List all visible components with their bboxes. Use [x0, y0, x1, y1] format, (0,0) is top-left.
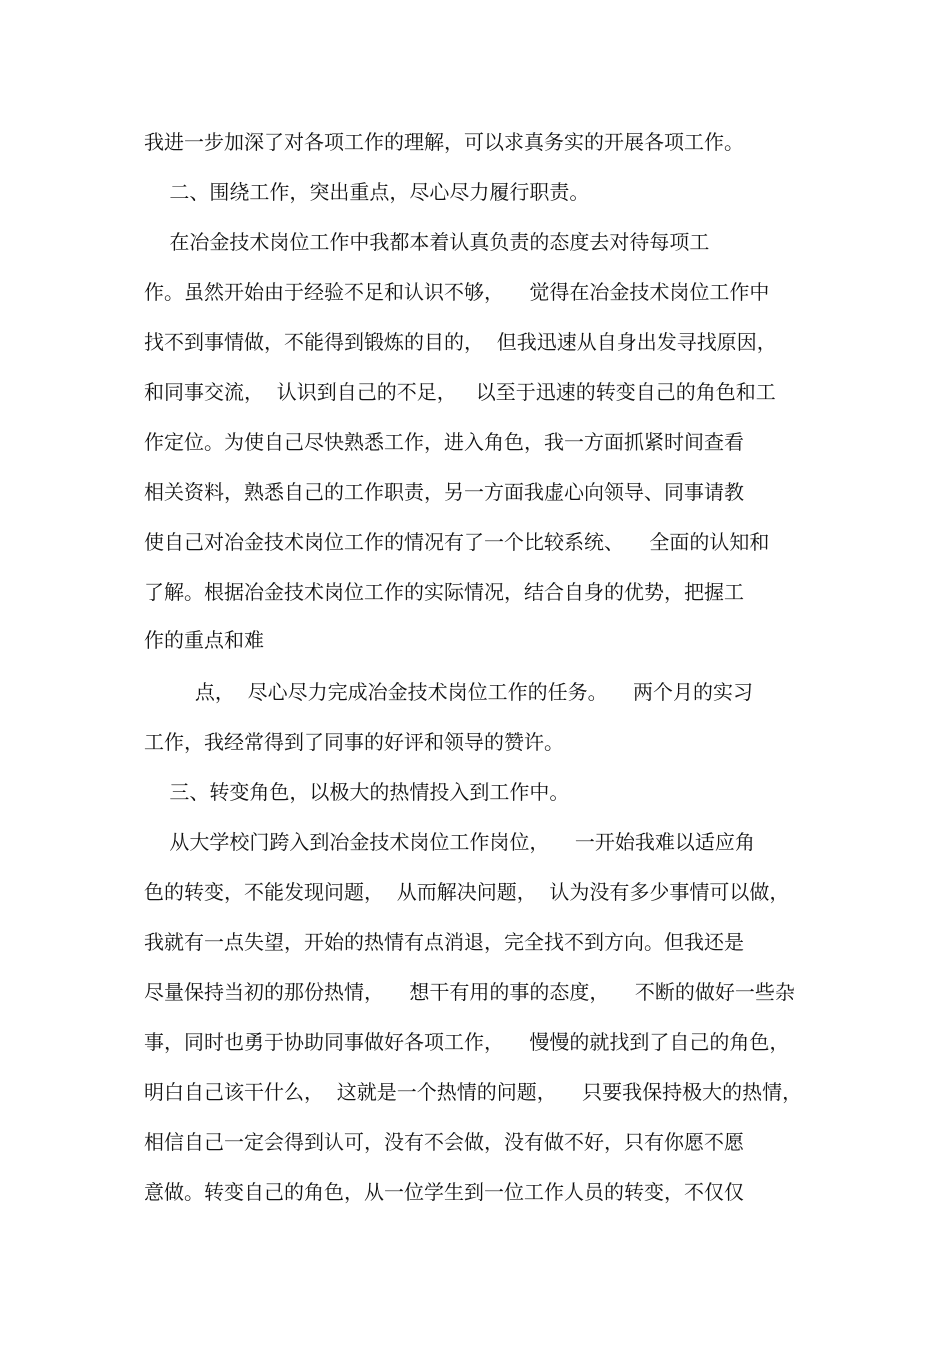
- text-line: 作。虽然开始由于经验不足和认识不够， 觉得在冶金技术岗位工作中: [144, 280, 770, 304]
- text-line: 事，同时也勇于协助同事做好各项工作， 慢慢的就找到了自己的角色，: [144, 1030, 790, 1054]
- text-line: 找不到事情做，不能得到锻炼的目的， 但我迅速从自身出发寻找原因，: [144, 330, 777, 354]
- text-line: 明白自己该干什么， 这就是一个热情的问题， 只要我保持极大的热情，: [144, 1080, 803, 1104]
- text-line: 了解。根据冶金技术岗位工作的实际情况，结合自身的优势，把握工: [144, 580, 744, 604]
- text-line: 作的重点和难: [144, 628, 264, 652]
- text-line: 在冶金技术岗位工作中我都本着认真负责的态度去对待每项工: [144, 230, 710, 254]
- text-line: 点， 尽心尽力完成冶金技术岗位工作的任务。 两个月的实习: [144, 680, 754, 704]
- section-heading: 二、围绕工作，突出重点，尽心尽力履行职责。: [144, 180, 590, 204]
- section-heading: 三、转变角色，以极大的热情投入到工作中。: [144, 780, 570, 804]
- text-line: 和同事交流， 认识到自己的不足， 以至于迅速的转变自己的角色和工: [144, 380, 776, 404]
- text-line: 从大学校门跨入到冶金技术岗位工作岗位， 一开始我难以适应角: [144, 830, 755, 854]
- text-line: 意做。转变自己的角色，从一位学生到一位工作人员的转变，不仅仅: [144, 1180, 744, 1204]
- text-line: 我进一步加深了对各项工作的理解，可以求真务实的开展各项工作。: [144, 130, 744, 154]
- text-line: 使自己对冶金技术岗位工作的情况有了一个比较系统、 全面的认知和: [144, 530, 770, 554]
- text-line: 作定位。为使自己尽快熟悉工作，进入角色，我一方面抓紧时间查看: [144, 430, 744, 454]
- text-line: 我就有一点失望，开始的热情有点消退，完全找不到方向。但我还是: [144, 930, 744, 954]
- text-line: 相信自己一定会得到认可，没有不会做，没有做不好，只有你愿不愿: [144, 1130, 744, 1154]
- text-line: 色的转变，不能发现问题， 从而解决问题， 认为没有多少事情可以做，: [144, 880, 790, 904]
- text-line: 相关资料，熟悉自己的工作职责，另一方面我虚心向领导、同事请教: [144, 480, 744, 504]
- text-line: 尽量保持当初的那份热情， 想干有用的事的态度， 不断的做好一些杂: [144, 980, 795, 1004]
- text-line: 工作，我经常得到了同事的好评和领导的赞许。: [144, 730, 564, 754]
